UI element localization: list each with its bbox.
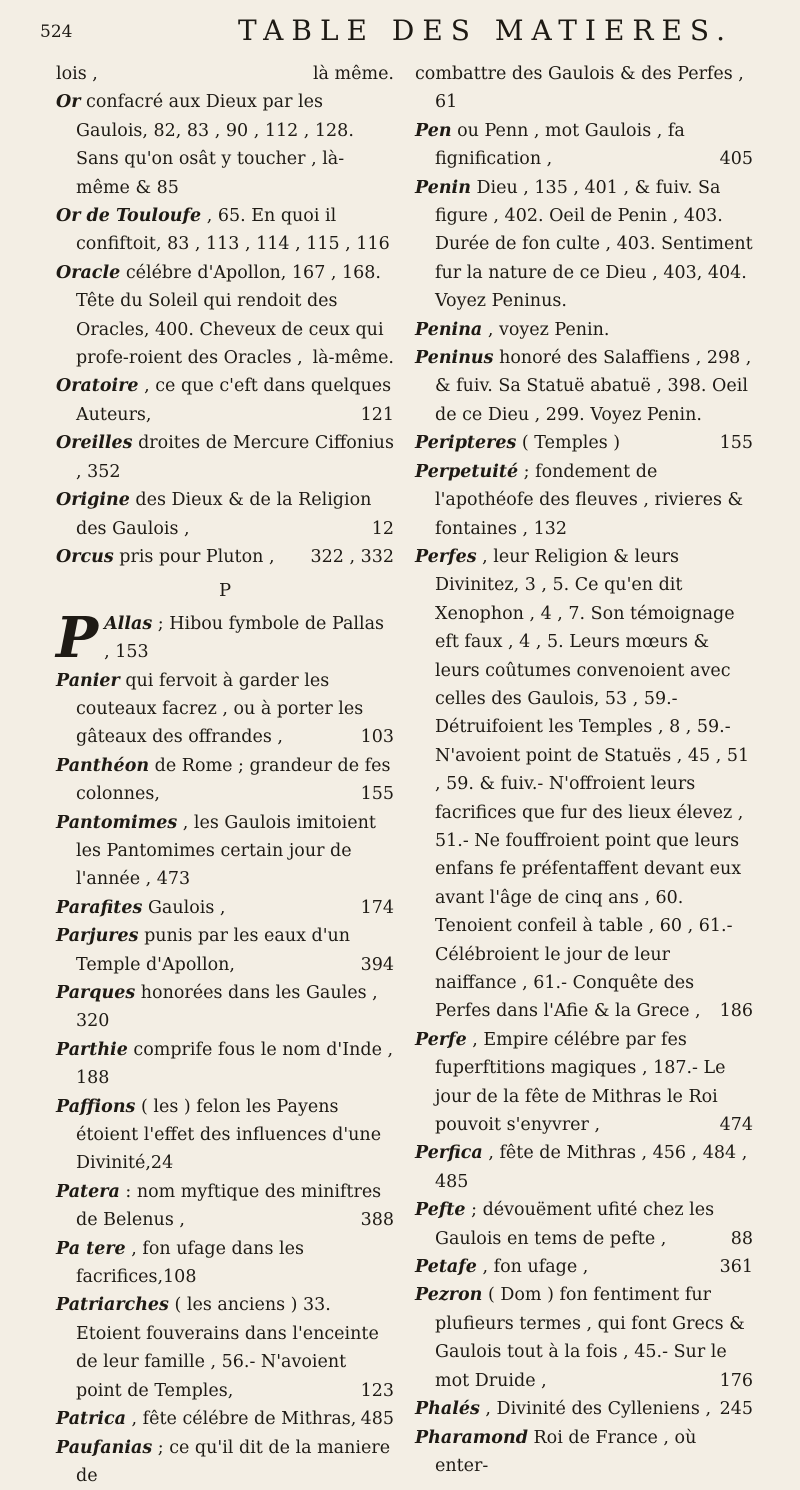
index-term: Pezron [415, 1285, 482, 1305]
page-reference: 88 [751, 1225, 753, 1253]
index-entry [415, 1026, 753, 1140]
index-entry [56, 543, 394, 571]
index-term: Oreilles [56, 433, 133, 453]
page-reference: là-même. [333, 344, 394, 372]
index-entry [56, 752, 394, 809]
page-reference: 322 , 332 [331, 543, 395, 571]
index-entry [56, 667, 394, 752]
index-term: Or de Touloufe [56, 206, 201, 226]
entry-text: punis par les eaux d'un Temple d'Apollon, [76, 926, 350, 974]
entry-text: , 65. En quoi il confiftoit, 83 , 113 , 114 , 115 , 116 [76, 206, 390, 254]
entry-text: ; Hibou fymbole de Pallas , 153 [104, 614, 384, 662]
index-term: Oracle [56, 263, 120, 283]
page-reference: 12 [392, 515, 394, 543]
entry-text: , Empire célébre par fes fuperftitions magiques , 187.- Le jour de la fête de Mithras le Roi pouvoit s'enyvrer , [435, 1030, 726, 1135]
entry-text: ou Penn , mot Gaulois , fa fignification , [435, 121, 685, 169]
entry-text: ; ce qu'il dit de la maniere de [76, 1438, 390, 1486]
index-entry [56, 1093, 394, 1178]
index-term: Paffions [56, 1097, 135, 1117]
entry-text: Roi de France , où enter- [435, 1428, 696, 1476]
index-term: Pantomimes [56, 813, 177, 833]
page-reference: 176 [740, 1367, 753, 1395]
entry-text: , Divinité des Cylleniens , [480, 1399, 711, 1419]
index-term: Parques [56, 983, 135, 1003]
index-term: Perfes [415, 547, 477, 567]
index-term: Patriarches [56, 1295, 169, 1315]
entry-text: droites de Mercure Ciffonius , 352 [76, 433, 394, 481]
left-column [56, 60, 394, 1490]
index-entry [415, 60, 753, 117]
index-term: Petafe [415, 1257, 477, 1277]
page-reference: 405 [740, 145, 753, 173]
index-term: Pefte [415, 1200, 466, 1220]
index-term: Pa tere [56, 1239, 126, 1259]
entry-text: comprife fous le nom d'Inde , 188 [76, 1040, 393, 1088]
entry-text: honorées dans les Gaules , 320 [76, 983, 378, 1031]
index-entry [56, 1036, 394, 1093]
index-entry [56, 1434, 394, 1490]
index-entry [56, 809, 394, 894]
index-term: Or [56, 92, 80, 112]
index-entry [415, 543, 753, 1026]
index-entry [415, 1424, 753, 1481]
page-reference: 103 [381, 723, 394, 751]
entry-text: honoré des Salaffiens , 298 , & fuiv. Sa Statuë abatuë , 398. Oeil de ce Dieu , 299. Voyez Penin. [435, 348, 751, 425]
index-term: Panier [56, 671, 120, 691]
entry-text: ( les ) felon les Payens étoient l'effet des influences d'une Divinité,24 [76, 1097, 381, 1174]
entry-text: : nom myftique des miniftres de Belenus , [76, 1182, 381, 1230]
index-entry [415, 429, 753, 457]
index-entry [415, 316, 753, 344]
index-entry [415, 1395, 753, 1423]
index-entry [56, 259, 394, 373]
entry-text: ( les anciens ) 33. Etoient fouverains dans l'enceinte de leur famille , 56.- N'avoient point de Temples, [76, 1295, 379, 1400]
page-reference: 245 [740, 1395, 753, 1423]
index-term: Oratoire [56, 376, 139, 396]
index-term: Phalés [415, 1399, 480, 1419]
entry-text: ; fondement de l'apothéofe des fleuves , rivieres & fontaines , 132 [435, 462, 743, 539]
index-term: Peninus [415, 348, 494, 368]
page-reference: 474 [740, 1111, 753, 1139]
page-reference: 361 [740, 1253, 753, 1281]
page-reference: 174 [381, 894, 394, 922]
index-term: Paufanias [56, 1438, 152, 1458]
page-reference: 123 [381, 1377, 394, 1405]
index-entry [56, 979, 394, 1036]
letter-heading: P [56, 577, 394, 605]
page-reference: 186 [740, 997, 753, 1025]
index-entry [415, 458, 753, 543]
index-entry [415, 174, 753, 316]
index-entry [415, 1139, 753, 1196]
index-entry [56, 1405, 394, 1433]
index-term: Perpetuité [415, 462, 518, 482]
index-term: Peripteres [415, 433, 516, 453]
entry-text: ( Temples ) [516, 433, 620, 453]
index-entry [56, 486, 394, 543]
entry-text: , leur Religion & leurs Divinitez, 3 , 5. Ce qu'en dit Xenophon , 4 , 7. Son témoignage eft faux , 4 , 5. Leurs mœurs & leurs coûtumes convenoient avec celles des Gaulois, 53 , 59.- Détruifoient les Temples , 8 , 59.- N'avoient point de Statuës , 45 , 51 , 59. & fuiv.- N'offroient leurs facrifices que fur des lieux élevez , 51.- Ne fouffroient point que leurs enfans fe préfentaffent devant eux avant l'âge de cinq ans , 60. Tenoient confeil à table , 60 , 61.- Célébroient le jour de leur naiffance , 61.- Conquête des Perfes dans l'Afie & la Grece , [435, 547, 749, 1022]
right-column [415, 60, 753, 1480]
page-header [40, 14, 765, 54]
entry-text: Gaulois , [142, 898, 225, 918]
index-entry [415, 1281, 753, 1395]
index-term: Parjures [56, 926, 139, 946]
index-term: Parafites [56, 898, 142, 918]
index-term: Penina [415, 320, 482, 340]
index-entry [56, 202, 394, 259]
index-entry [56, 1235, 394, 1292]
entry-text: , voyez Penin. [482, 320, 609, 340]
entry-text: , ce que c'eft dans quelques Auteurs, [76, 376, 391, 424]
entry-text: qui fervoit à garder les couteaux facrez , ou à porter les gâteaux des offrandes , [76, 671, 363, 748]
index-term: Pen [415, 121, 452, 141]
entry-text: combattre des Gaulois & des Perfes , 61 [415, 64, 744, 112]
entry-text: , les Gaulois imitoient les Pantomimes certain jour de l'année , 473 [76, 813, 376, 890]
index-entry [56, 372, 394, 429]
entry-text: confacré aux Dieux par les Gaulois, 82, 83 , 90 , 112 , 128. Sans qu'on osât y toucher , là-même & 85 [76, 92, 354, 197]
entry-text: de Rome ; grandeur de fes colonnes, [76, 756, 390, 804]
index-entry [56, 610, 394, 667]
index-term: Orcus [56, 547, 114, 567]
page-number: 524 [40, 22, 72, 42]
page-reference: 121 [381, 401, 394, 429]
index-entry [415, 1196, 753, 1253]
entry-text: , fon ufage , [477, 1257, 588, 1277]
page-reference: 155 [740, 429, 753, 457]
entry-text: pris pour Pluton , [114, 547, 275, 567]
entry-text: célébre d'Apollon, 167 , 168. Tête du Soleil qui rendoit des Oracles, 400. Cheveux de ceux qui profe-roient des Oracles , [76, 263, 384, 368]
index-term: Perfe [415, 1030, 467, 1050]
index-term: Parthie [56, 1040, 128, 1060]
entry-text: , fon ufage dans les facrifices,108 [76, 1239, 304, 1287]
page-reference: 485 [381, 1405, 394, 1433]
drop-cap: P [56, 614, 98, 662]
running-title: TABLE DES MATIERES. [238, 14, 733, 47]
index-term: Pharamond [415, 1428, 528, 1448]
index-entry [56, 894, 394, 922]
entry-text: ; dévouëment ufité chez les Gaulois en tems de pefte , [435, 1200, 714, 1248]
index-entry [56, 1178, 394, 1235]
page-reference: 394 [381, 951, 394, 979]
page-reference: 155 [381, 780, 394, 808]
entry-text: lois , [56, 64, 98, 84]
index-term: Origine [56, 490, 130, 510]
index-entry [56, 1291, 394, 1405]
index-term: Perfica [415, 1143, 483, 1163]
entry-text: , fête de Mithras , 456 , 484 , 485 [435, 1143, 747, 1191]
index-term: Patrica [56, 1409, 126, 1429]
index-entry [56, 922, 394, 979]
index-entry [56, 60, 394, 88]
entry-text: des Dieux & de la Religion des Gaulois , [76, 490, 371, 538]
index-entry [415, 344, 753, 429]
index-entry [415, 117, 753, 174]
entry-text: Dieu , 135 , 401 , & fuiv. Sa figure , 402. Oeil de Penin , 403. Durée de fon culte , 403. Sentiment fur la nature de ce Dieu , 403, 404. Voyez Peninus. [435, 178, 753, 312]
index-entry [56, 88, 394, 202]
index-entry [415, 1253, 753, 1281]
index-entry [56, 429, 394, 486]
index-term: Allas [104, 614, 152, 634]
entry-text: ( Dom ) fon fentiment fur plufieurs termes , qui font Grecs & Gaulois tout à la fois , 45.- Sur le mot Druide , [435, 1285, 745, 1390]
entry-text: , fête célébre de Mithras, [126, 1409, 356, 1429]
page-reference: là même. [333, 60, 394, 88]
index-term: Penin [415, 178, 471, 198]
index-term: Patera [56, 1182, 120, 1202]
page-reference: 388 [381, 1206, 394, 1234]
index-term: Panthéon [56, 756, 149, 776]
